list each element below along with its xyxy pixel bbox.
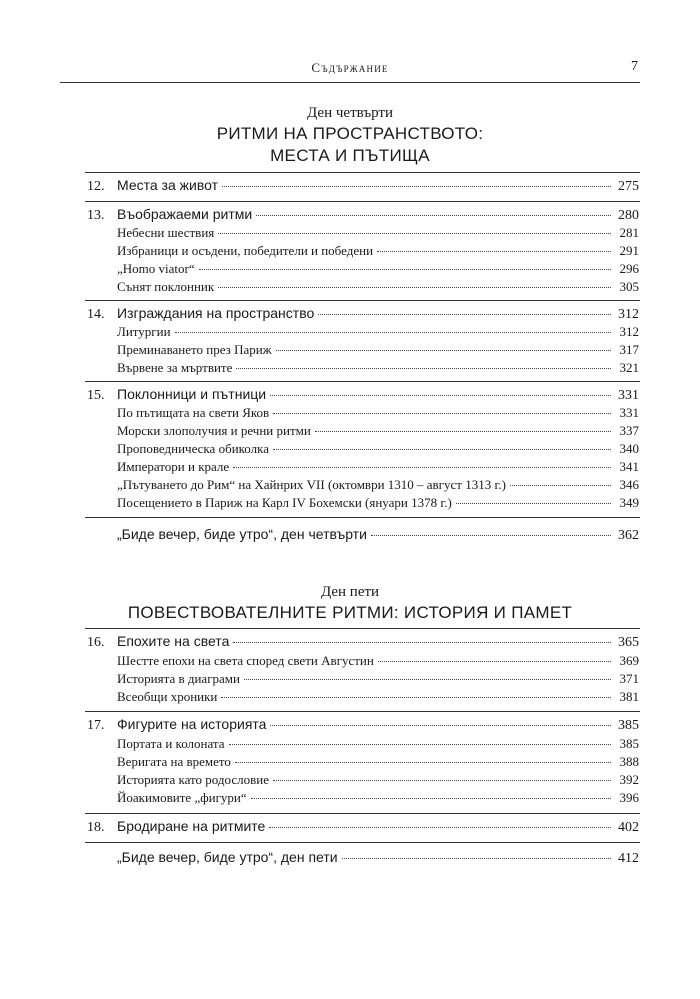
dot-leader — [273, 449, 611, 450]
dot-leader — [270, 395, 611, 396]
toc-section[interactable] — [117, 441, 639, 458]
section-rule — [85, 201, 640, 202]
dot-leader — [221, 697, 611, 698]
page-ref: 275 — [618, 179, 639, 194]
section-title: Историята в диаграми — [117, 671, 240, 686]
page-ref: 371 — [619, 671, 639, 686]
dot-leader — [270, 725, 611, 726]
page-ref: 349 — [619, 495, 639, 510]
section-title: Морски злополучия и речни ритми — [117, 423, 311, 438]
chapter-title: Места за живот — [117, 177, 218, 193]
toc-section[interactable] — [117, 225, 639, 242]
part-title-line-2: МЕСТА И ПЪТИЩА — [270, 146, 430, 165]
section-title: Историята като родословие — [117, 772, 269, 787]
page-number: 7 — [631, 59, 638, 74]
dot-leader — [236, 368, 611, 369]
page-ref: 312 — [618, 307, 639, 322]
epilogue-title: „Биде вечер, биде утро“, ден четвърти — [117, 526, 367, 542]
dot-leader — [244, 679, 611, 680]
running-title: Съдържание — [311, 60, 389, 75]
toc-section[interactable] — [117, 495, 639, 512]
section-title: Всеобщи хроники — [117, 689, 218, 704]
dot-leader — [318, 314, 611, 315]
section-rule — [85, 842, 640, 843]
page-ref: 321 — [619, 360, 639, 375]
page-ref: 369 — [619, 653, 639, 668]
toc-section[interactable] — [117, 261, 639, 278]
chapter-number: 15. — [87, 388, 105, 403]
dot-leader — [251, 798, 611, 799]
page-ref: 341 — [619, 459, 639, 474]
toc-chapter-18[interactable] — [87, 818, 639, 837]
dot-leader — [378, 661, 611, 662]
page-ref: 346 — [619, 477, 639, 492]
page-ref: 331 — [618, 388, 639, 403]
toc-section[interactable] — [117, 324, 639, 341]
page-ref: 331 — [619, 405, 639, 420]
section-title: Портата и колоната — [117, 736, 225, 751]
section-title: Вървене за мъртвите — [117, 360, 233, 375]
toc-section[interactable] — [117, 772, 639, 789]
toc-section[interactable] — [117, 279, 639, 296]
dot-leader — [273, 413, 611, 414]
chapter-title: Изграждания на пространство — [117, 305, 315, 321]
toc-chapter-13[interactable] — [87, 206, 639, 225]
page-ref: 388 — [619, 754, 639, 769]
toc-section[interactable] — [117, 342, 639, 359]
toc-chapter-14[interactable] — [87, 305, 639, 324]
toc-section[interactable] — [117, 405, 639, 422]
toc-section[interactable] — [117, 423, 639, 440]
toc-chapter-12[interactable] — [87, 177, 639, 196]
toc-section[interactable] — [117, 736, 639, 753]
dot-leader — [218, 233, 611, 234]
section-title: Шестте епохи на света според свети Августин — [117, 653, 374, 668]
dot-leader — [456, 503, 611, 504]
dot-leader — [233, 467, 611, 468]
page-ref: 337 — [619, 423, 639, 438]
section-rule — [85, 711, 640, 712]
chapter-title: Бродиране на ритмите — [117, 818, 266, 834]
dot-leader — [342, 858, 611, 859]
section-title: Литургии — [117, 324, 171, 339]
chapter-number: 13. — [87, 208, 105, 223]
page-ref: 291 — [619, 243, 639, 258]
chapter-title: Фигурите на историята — [117, 716, 267, 732]
dot-leader — [199, 269, 611, 270]
dot-leader — [315, 431, 611, 432]
section-rule — [85, 628, 640, 629]
toc-chapter-15[interactable] — [87, 386, 639, 405]
page-ref: 385 — [619, 736, 639, 751]
page-ref: 296 — [619, 261, 639, 276]
page-ref: 312 — [619, 324, 639, 339]
dot-leader — [276, 350, 611, 351]
section-title: Избраници и осъдени, победители и победени — [117, 243, 374, 258]
dot-leader — [229, 744, 611, 745]
running-head — [60, 60, 640, 83]
chapter-title: Поклонници и пътници — [117, 386, 267, 402]
page-ref: 340 — [619, 441, 639, 456]
toc-section[interactable] — [117, 360, 639, 377]
page-ref: 392 — [619, 772, 639, 787]
page-ref: 402 — [618, 820, 639, 835]
part-title-line-1: РИТМИ НА ПРОСТРАНСТВОТО: — [216, 124, 484, 143]
page-ref: 381 — [619, 689, 639, 704]
dot-leader — [175, 332, 611, 333]
page-ref: 365 — [618, 635, 639, 650]
chapter-number: 14. — [87, 307, 105, 322]
section-title: Небесни шествия — [117, 225, 215, 240]
dot-leader — [269, 827, 611, 828]
page-ref: 305 — [619, 279, 639, 294]
dot-leader — [222, 186, 611, 187]
chapter-number: 18. — [87, 820, 105, 835]
page-ref: 412 — [618, 851, 639, 866]
dot-leader — [377, 251, 611, 252]
dot-leader — [218, 287, 611, 288]
section-rule — [85, 172, 640, 173]
section-title: Проповедническа обиколка — [117, 441, 270, 456]
toc-section[interactable] — [117, 653, 639, 670]
page-ref: 317 — [619, 342, 639, 357]
section-rule — [85, 300, 640, 301]
toc-epilogue-day-four[interactable] — [87, 526, 639, 545]
chapter-title: Въображаеми ритми — [117, 206, 253, 222]
page-ref: 362 — [618, 528, 639, 543]
page-ref: 385 — [618, 718, 639, 733]
chapter-number: 16. — [87, 635, 105, 650]
section-title: По пътищата на свети Яков — [117, 405, 270, 420]
chapter-number: 12. — [87, 179, 105, 194]
dot-leader — [510, 485, 611, 486]
part-title: ПОВЕСТВОВАТЕЛНИТЕ РИТМИ: ИСТОРИЯ И ПАМЕТ — [127, 603, 573, 622]
toc-section[interactable] — [117, 689, 639, 706]
dot-leader — [273, 780, 611, 781]
part-day-label: Ден пети — [320, 584, 380, 600]
dot-leader — [233, 642, 611, 643]
section-rule — [85, 517, 640, 518]
part-heading-day-five — [0, 582, 700, 624]
section-title: Преминаването през Париж — [117, 342, 272, 357]
toc-section[interactable] — [117, 477, 639, 494]
toc-section[interactable] — [117, 459, 639, 476]
section-rule — [85, 381, 640, 382]
page-ref: 396 — [619, 790, 639, 805]
chapter-title: Епохите на света — [117, 633, 230, 649]
section-title: Йоакимовите „фигури“ — [117, 790, 247, 805]
epilogue-title: „Биде вечер, биде утро“, ден пети — [117, 849, 338, 865]
section-title: Посещението в Париж на Карл IV Бохемски (януари 1378 г.) — [117, 495, 452, 510]
section-title: „Пътуването до Рим“ на Хайнрих VII (октомври 1310 – август 1313 г.) — [117, 477, 506, 492]
section-title: Сънят поклонник — [117, 279, 215, 294]
section-title: Императори и крале — [117, 459, 230, 474]
part-day-label: Ден четвърти — [307, 105, 393, 121]
section-title: „Homo viator“ — [117, 261, 195, 276]
page-ref: 280 — [618, 208, 639, 223]
toc-chapter-17[interactable] — [87, 716, 639, 735]
dot-leader — [371, 535, 611, 536]
dot-leader — [256, 215, 611, 216]
toc-section[interactable] — [117, 243, 639, 260]
toc-epilogue-day-five[interactable] — [87, 849, 639, 868]
chapter-number: 17. — [87, 718, 105, 733]
section-rule — [85, 813, 640, 814]
toc-section[interactable] — [117, 790, 639, 807]
section-title: Веригата на времето — [117, 754, 231, 769]
page-ref: 281 — [619, 225, 639, 240]
part-heading-day-four — [0, 103, 700, 167]
toc-section[interactable] — [117, 671, 639, 688]
dot-leader — [235, 762, 611, 763]
toc-chapter-16[interactable] — [87, 633, 639, 652]
toc-section[interactable] — [117, 754, 639, 771]
